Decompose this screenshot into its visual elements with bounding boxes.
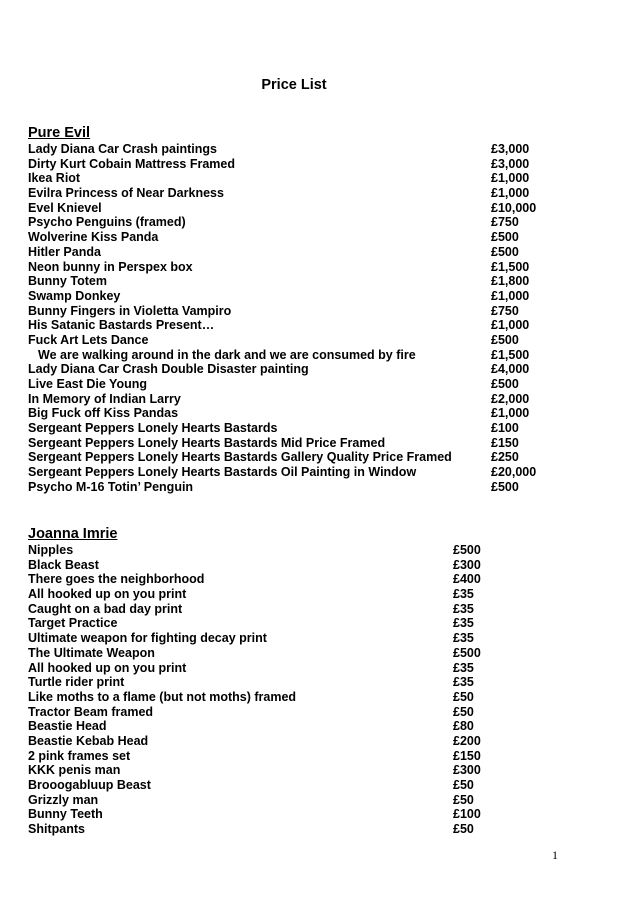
item-price: £35: [453, 587, 474, 602]
section-joanna-imrie: [28, 526, 608, 837]
item-name: Sergeant Peppers Lonely Hearts Bastards: [28, 421, 278, 436]
item-name: Brooogabluup Beast: [28, 778, 151, 792]
list-item: [28, 690, 608, 705]
item-price: £2,000: [491, 391, 530, 406]
item-price: £35: [453, 616, 474, 631]
item-name: Like moths to a flame (but not moths) framed: [28, 689, 297, 704]
list-item: [28, 616, 608, 631]
item-price: £100: [453, 807, 481, 822]
item-price: £35: [453, 675, 474, 690]
list-item: [28, 201, 608, 216]
list-item: [28, 245, 608, 260]
list-item: [28, 289, 608, 304]
item-name: Ikea Riot: [28, 171, 81, 186]
list-item: [28, 822, 608, 837]
item-price: £1,800: [491, 274, 530, 289]
list-item: [28, 587, 608, 602]
item-name: Wolverine Kiss Panda: [28, 230, 159, 245]
item-price: £150: [491, 435, 519, 450]
list-item: [28, 142, 608, 157]
list-item: [28, 362, 608, 377]
list-item: [28, 763, 608, 778]
item-price: £50: [453, 792, 474, 807]
list-item: [28, 675, 608, 690]
list-item: [28, 392, 608, 407]
list-item: [28, 304, 608, 319]
list-item: [28, 631, 608, 646]
item-price: £500: [491, 230, 519, 245]
item-name: Lady Diana Car Crash paintings: [28, 142, 217, 156]
item-name: Bunny Fingers in Violetta Vampiro: [28, 303, 232, 318]
list-item: [28, 260, 608, 275]
list-item: [28, 661, 608, 676]
list-item: [28, 377, 608, 392]
item-name: Swamp Donkey: [28, 288, 121, 303]
item-name: Grizzly man: [28, 792, 99, 807]
item-price: £500: [491, 244, 519, 259]
item-name: In Memory of Indian Larry: [28, 391, 181, 406]
item-price: £500: [491, 479, 519, 494]
item-name: All hooked up on you print: [28, 660, 187, 675]
item-price: £80: [453, 719, 474, 734]
item-name: Tractor Beam framed: [28, 704, 154, 719]
price-list: [28, 543, 608, 837]
item-price: £50: [453, 822, 474, 837]
list-item: [28, 318, 608, 333]
list-item: [28, 157, 608, 172]
list-item: [28, 705, 608, 720]
list-item: [28, 421, 608, 436]
item-name: Black Beast: [28, 557, 99, 572]
item-name: 2 pink frames set: [28, 748, 131, 763]
item-price: £500: [453, 543, 481, 557]
list-item: [28, 749, 608, 764]
item-price: £150: [453, 748, 481, 763]
item-name: Psycho Penguins (framed): [28, 215, 186, 230]
item-name: Hitler Panda: [28, 244, 101, 259]
price-list: [28, 142, 608, 495]
item-name: Sergeant Peppers Lonely Hearts Bastards Oil Painting in Window: [28, 465, 417, 480]
item-price: £1,000: [491, 171, 530, 186]
list-item: [28, 333, 608, 348]
item-name: Live East Die Young: [28, 377, 148, 391]
item-price: £300: [453, 763, 481, 778]
list-item: [28, 215, 608, 230]
item-price: £1,500: [491, 347, 530, 362]
list-item: [28, 793, 608, 808]
item-name: Evilra Princess of Near Darkness: [28, 186, 224, 201]
item-price: £1,000: [491, 318, 530, 333]
list-item: [28, 480, 608, 495]
item-name: Sergeant Peppers Lonely Hearts Bastards Gallery Quality Price Framed: [28, 450, 452, 465]
item-name: KKK penis man: [28, 763, 121, 778]
item-name: Dirty Kurt Cobain Mattress Framed: [28, 156, 235, 171]
page-title: Price List: [261, 77, 327, 93]
item-name: Target Practice: [28, 616, 118, 631]
item-price: £20,000: [491, 465, 537, 480]
item-price: £1,000: [491, 186, 530, 201]
section-heading: Joanna Imrie: [28, 526, 118, 542]
item-price: £50: [453, 704, 474, 719]
item-name: Shitpants: [28, 822, 85, 837]
item-price: £3,000: [491, 156, 530, 171]
item-name: Beastie Head: [28, 719, 107, 734]
item-name: Lady Diana Car Crash Double Disaster painting: [28, 362, 309, 377]
item-name: Evel Knievel: [28, 200, 102, 215]
item-price: £1,000: [491, 406, 530, 421]
list-item: [28, 406, 608, 421]
item-price: £100: [491, 421, 519, 436]
item-name: All hooked up on you print: [28, 587, 187, 602]
item-price: £300: [453, 557, 481, 572]
list-item: [28, 734, 608, 749]
list-item: [28, 465, 608, 480]
item-price: £35: [453, 660, 474, 675]
list-item: [28, 719, 608, 734]
list-item: [28, 450, 608, 465]
item-price: £3,000: [491, 142, 530, 156]
item-price: £50: [453, 689, 474, 704]
list-item: [28, 436, 608, 451]
item-name: Caught on a bad day print: [28, 601, 183, 616]
section-heading: Pure Evil: [28, 125, 91, 141]
item-name: His Satanic Bastards Present…: [28, 318, 215, 333]
item-price: £500: [491, 377, 519, 391]
item-name: There goes the neighborhood: [28, 572, 205, 587]
item-price: £750: [491, 303, 519, 318]
item-name: Bunny Totem: [28, 274, 107, 289]
list-item: [28, 348, 608, 363]
item-price: £200: [453, 733, 481, 748]
item-price: £50: [453, 778, 474, 792]
item-price: £4,000: [491, 362, 530, 377]
item-name: Ultimate weapon for fighting decay print: [28, 631, 267, 646]
list-item: [28, 602, 608, 617]
item-name: Big Fuck off Kiss Pandas: [28, 406, 179, 421]
list-item: [28, 543, 608, 558]
item-price: £10,000: [491, 200, 537, 215]
section-pure-evil: [28, 125, 608, 495]
item-price: £35: [453, 601, 474, 616]
item-name: Beastie Kebab Head: [28, 733, 149, 748]
list-item: [28, 646, 608, 661]
item-name: Nipples: [28, 543, 74, 557]
page-number: 1: [552, 848, 558, 862]
item-price: £1,500: [491, 259, 530, 274]
item-price: £250: [491, 450, 519, 465]
list-item: [28, 274, 608, 289]
item-name: Bunny Teeth: [28, 807, 103, 822]
list-item: [28, 186, 608, 201]
list-item: [28, 807, 608, 822]
list-item: [28, 778, 608, 793]
item-name: Psycho M-16 Totin’ Penguin: [28, 479, 194, 494]
item-name: We are walking around in the dark and we are consumed by fire: [38, 347, 416, 362]
item-name: Neon bunny in Perspex box: [28, 259, 193, 274]
list-item: [28, 230, 608, 245]
item-price: £500: [491, 332, 519, 347]
item-name: Fuck Art Lets Dance: [28, 332, 149, 347]
item-name: The Ultimate Weapon: [28, 645, 155, 660]
item-price: £500: [453, 645, 481, 660]
item-name: Sergeant Peppers Lonely Hearts Bastards Mid Price Framed: [28, 435, 386, 450]
item-price: £400: [453, 572, 481, 587]
item-price: £35: [453, 631, 474, 646]
list-item: [28, 558, 608, 573]
item-price: £1,000: [491, 288, 530, 303]
list-item: [28, 572, 608, 587]
item-name: Turtle rider print: [28, 675, 125, 690]
item-price: £750: [491, 215, 519, 230]
list-item: [28, 171, 608, 186]
